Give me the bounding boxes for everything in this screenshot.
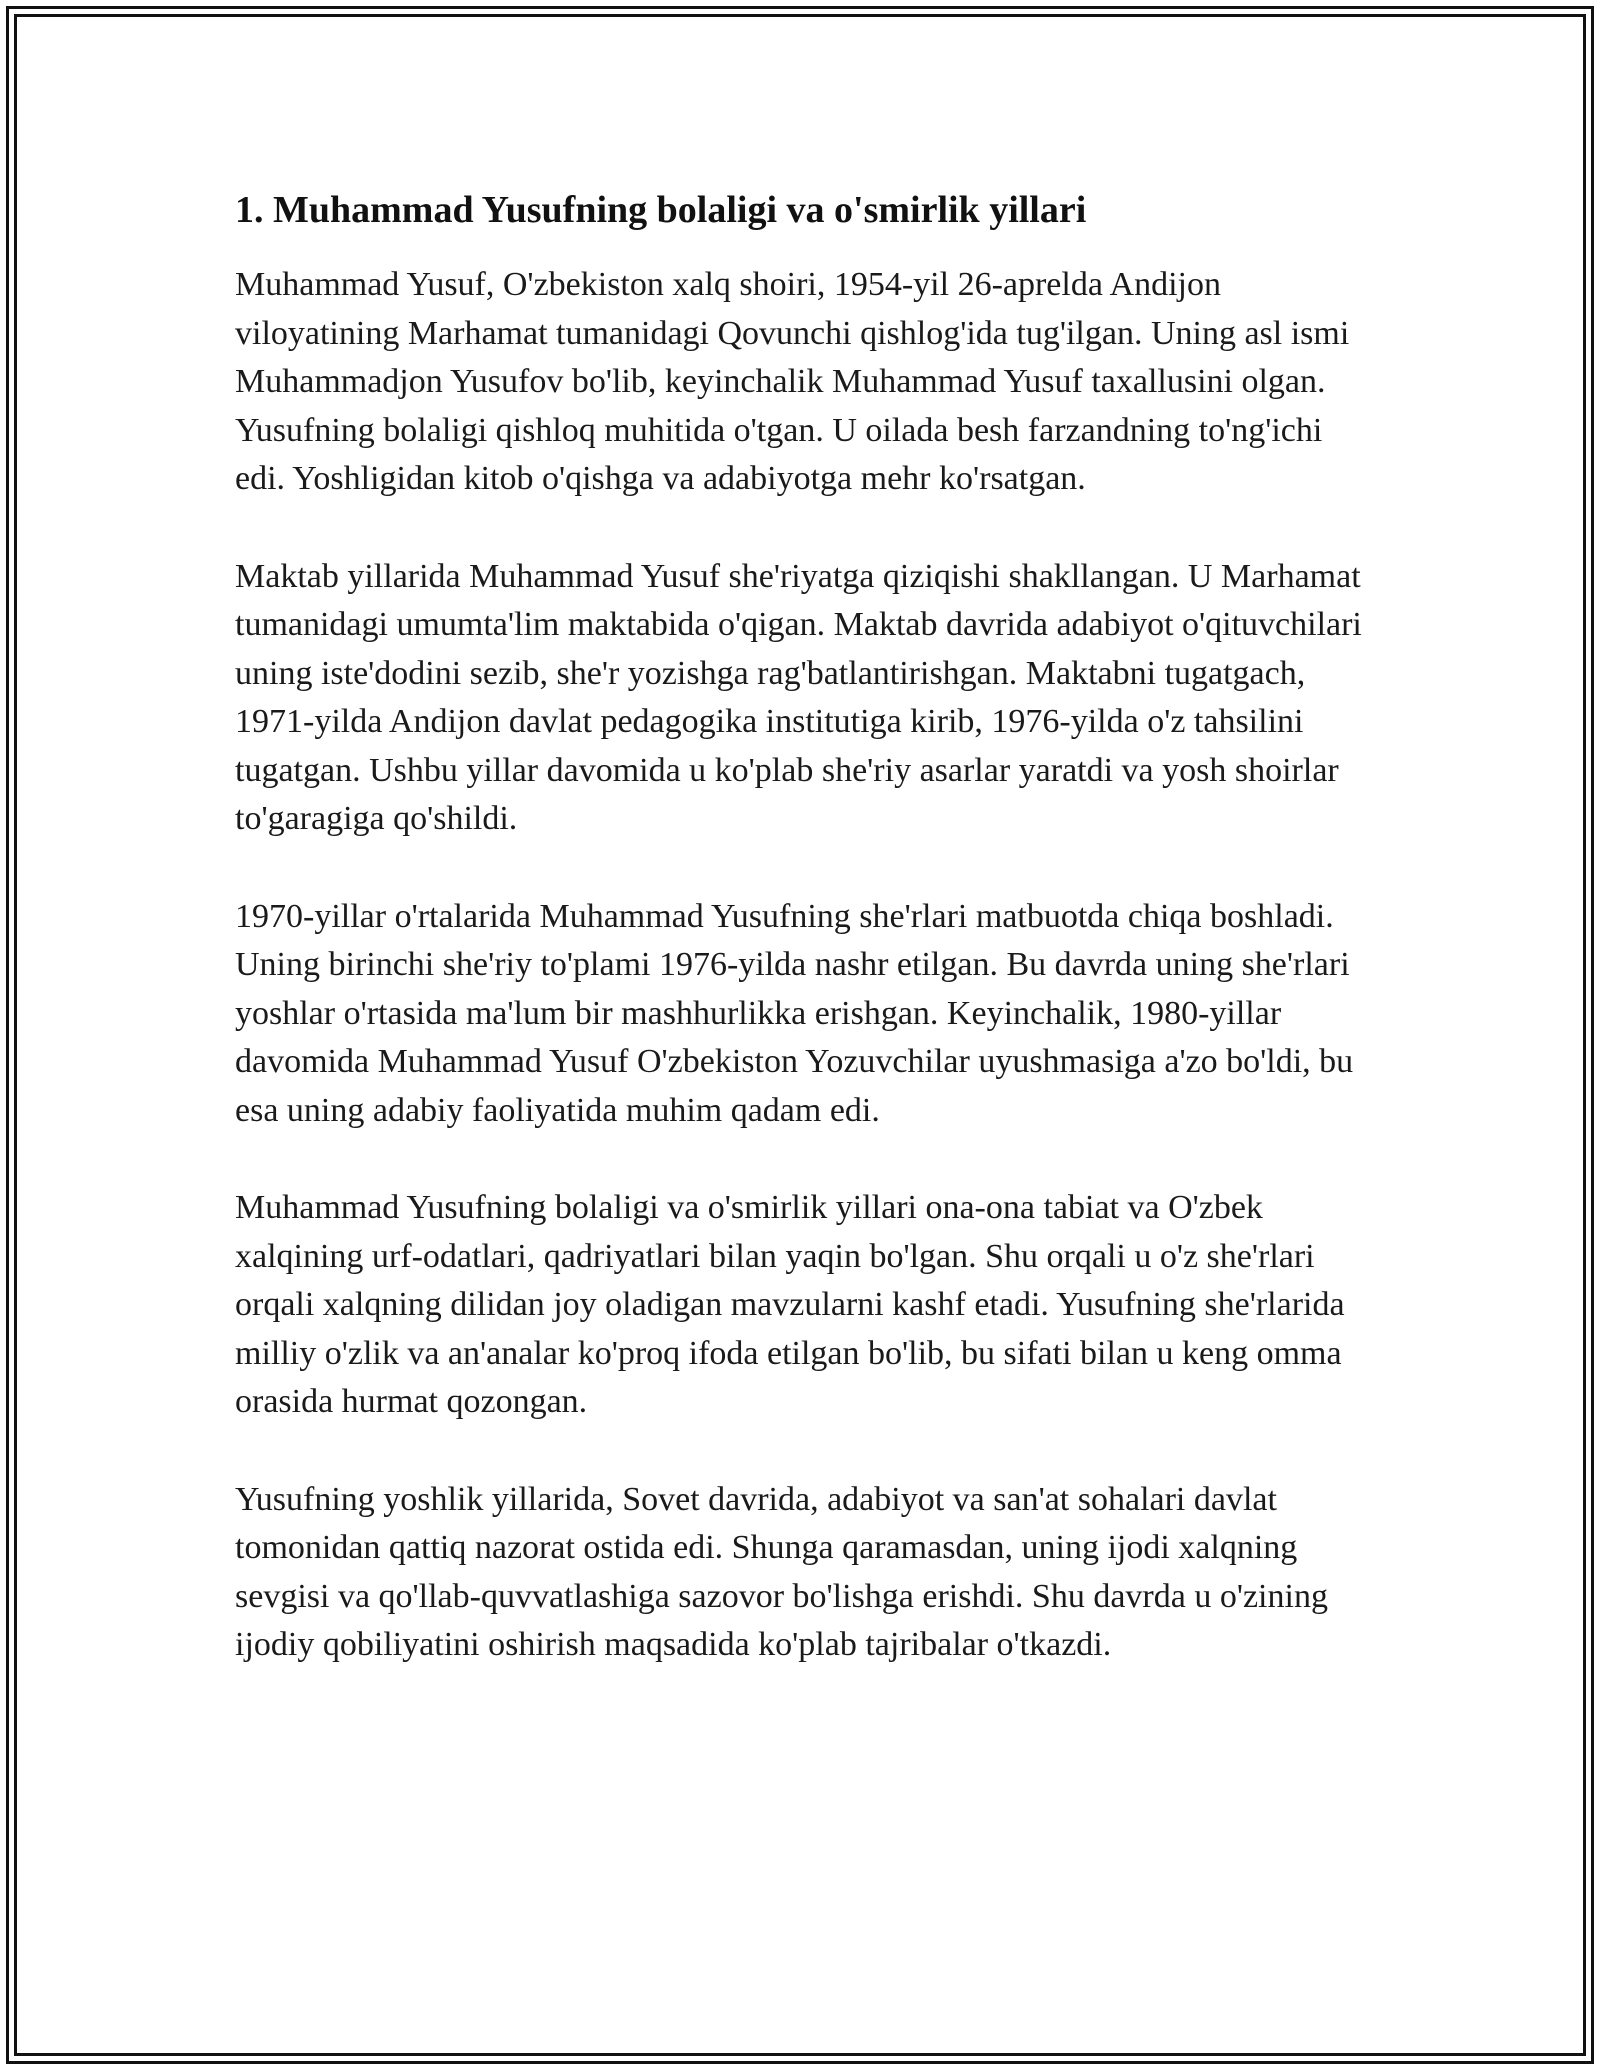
paragraph-5: Yusufning yoshlik yillarida, Sovet davrida, adabiyot va san'at sohalari davlat tomonidan qattiq nazorat ostida edi. Shunga qaramasdan, uning ijodi xalqning sevgisi va qo'llab-quvvatlashiga sazovor bo'lishga erishdi. Shu davrda u o'zining ijodiy qobiliyatini oshirish maqsadida ko'plab tajribalar o'tkazdi.	[235, 1480, 1328, 1663]
document-body	[235, 185, 1370, 1719]
paragraph-2: Maktab yillarida Muhammad Yusuf she'riyatga qiziqishi shakllangan. U Marhamat tumanidagi umumta'lim maktabida o'qigan. Maktab davrida adabiyot o'qituvchilari uning iste'dodini sezib, she'r yozishga rag'batlantirishgan. Maktabni tugatgach, 1971-yilda Andijon davlat pedagogika institutiga kirib, 1976-yilda o'z tahsilini tugatgan. Ushbu yillar davomida u ko'plab she'riy asarlar yaratdi va yosh shoirlar to'garagiga qo'shildi.	[235, 557, 1362, 837]
section-heading: 1. Muhammad Yusufning bolaligi va o'smirlik yillari	[235, 189, 1087, 231]
paragraph-3: 1970-yillar o'rtalarida Muhammad Yusufning she'rlari matbuotda chiqa boshladi. Uning birinchi she'riy to'plami 1976-yilda nashr etilgan. Bu davrda uning she'rlari yoshlar o'rtasida ma'lum bir mashhurlikka erishgan. Keyinchalik, 1980-yillar davomida Muhammad Yusuf O'zbekiston Yozuvchilar uyushmasiga a'zo bo'ldi, bu esa uning adabiy faoliyatida muhim qadam edi.	[235, 897, 1354, 1129]
paragraph-1: Muhammad Yusuf, O'zbekiston xalq shoiri, 1954-yil 26-aprelda Andijon viloyatining Marhamat tumanidagi Qovunchi qishlog'ida tug'ilgan. Uning asl ismi Muhammadjon Yusufov bo'lib, keyinchalik Muhammad Yusuf taxallusini olgan. Yusufning bolaligi qishloq muhitida o'tgan. U oilada besh farzandning to'ng'ichi edi. Yoshligidan kitob o'qishga va adabiyotga mehr ko'rsatgan.	[235, 266, 1350, 497]
paragraph-4: Muhammad Yusufning bolaligi va o'smirlik yillari ona-ona tabiat va O'zbek xalqining urf-odatlari, qadriyatlari bilan yaqin bo'lgan. Shu orqali u o'z she'rlari orqali xalqning dilidan joy oladigan mavzularni kashf etadi. Yusufning she'rlarida milliy o'zlik va an'analar ko'proq ifoda etilgan bo'lib, bu sifati bilan u keng omma orasida hurmat qozongan.	[235, 1189, 1345, 1420]
